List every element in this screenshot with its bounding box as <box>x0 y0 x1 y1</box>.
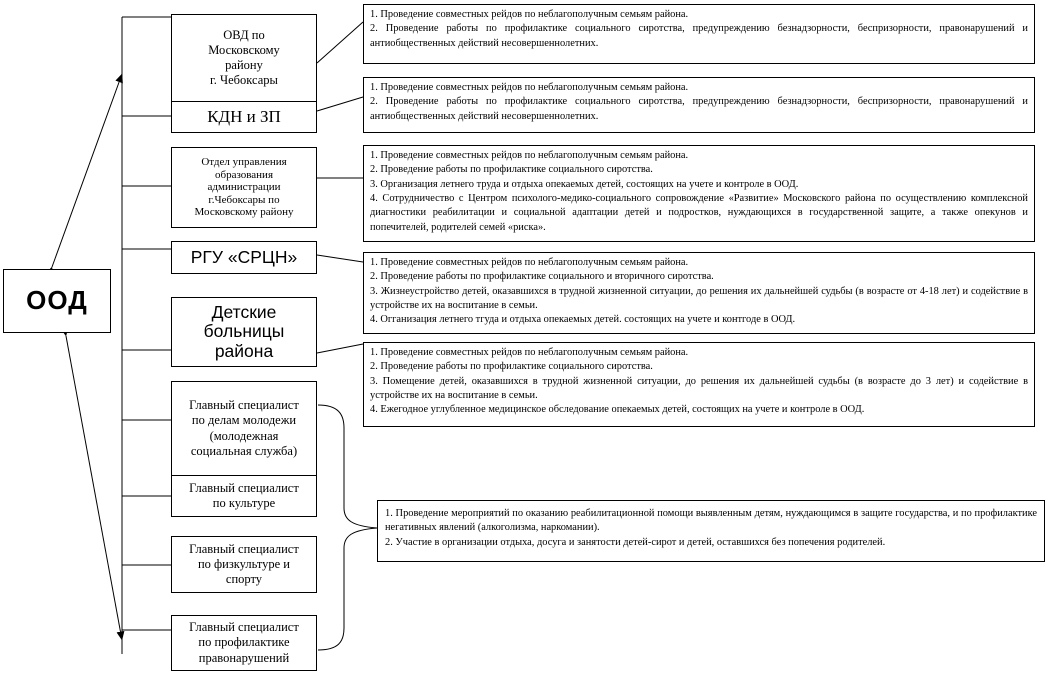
activity-srcn-item: 4. Огганизация летнего тгуда и отдыха опекаемых детей. состоящих на учете и контгоде в ООД. <box>370 314 796 326</box>
activity-obr-item: 4. Сотрудничество с Центром психолого-медико-социального сопровождение «Развитие» Московского района по осуществлению комплексной диагностики реабилитации и социальной адаптации детей и подростков, нуждающихся в государственной защите, а также опекунов и попечителей, родителей семей «риска». <box>370 193 1028 233</box>
org-obr-label: Отдел управления образования администрации г.Чебоксары по Московскому району <box>194 155 294 219</box>
specialists-brace <box>318 405 377 650</box>
activity-bolnicy <box>363 342 1035 427</box>
org-kdn <box>171 101 317 133</box>
org-srcn-label: РГУ «СРЦН» <box>190 246 298 267</box>
link-bolnicy <box>317 344 363 353</box>
activity-specialists <box>377 500 1045 562</box>
activity-kdn-item: 2. Проведение работы по профилактике социального сиротства, предупреждению безнадзорности, беспризорности, правонарушений и антиобщественных действий несовершеннолетних. <box>370 96 1028 122</box>
activity-srcn-item: 2. Проведение работы по профилактике социального и вторичного сиротства. <box>370 271 714 283</box>
org-kultura-label: Главный специалист по культуре <box>189 480 299 510</box>
activity-obr <box>363 145 1035 242</box>
org-molodezh <box>171 381 317 476</box>
org-pravo <box>171 615 317 671</box>
activity-ovd-item: 1. Проведение совместных рейдов по неблагополучным семьям района. <box>370 9 689 20</box>
activity-srcn <box>363 252 1035 334</box>
activity-bolnicy-item: 2. Проведение работы по профилактике социального сиротства. <box>370 361 653 373</box>
org-kultura <box>171 475 317 517</box>
activity-kdn-item: 1. Проведение совместных рейдов по неблагополучным семьям района. <box>370 82 689 93</box>
org-kdn-label: КДН и ЗП <box>207 106 281 126</box>
activity-srcn-item: 1. Проведение совместных рейдов по неблагополучным семьям района. <box>370 257 689 268</box>
org-sport <box>171 536 317 593</box>
activity-srcn-item: 3. Жизнеустройство детей, оказавшихся в трудной жизненной ситуации, до решения их дальнейшей судьбы (в возрасте от 4-18 лет) и содействие в устройстве их на воспитание в семьи. <box>370 285 1028 312</box>
activity-bolnicy-item: 3. Помещение детей, оказавшихся в трудной жизненной ситуации, до решения их дальнейшей судьбы (в возрасте до 3 лет) и содействие в устройстве их на воспитание в семьи. <box>370 375 1028 402</box>
org-molodezh-label: Главный специалист по делам молодежи (молодежная социальная служба) <box>189 398 299 458</box>
activity-bolnicy-item: 1. Проведение совместных рейдов по неблагополучным семьям района. <box>370 347 689 358</box>
org-pravo-label: Главный специалист по профилактике правонарушений <box>189 620 299 665</box>
org-bolnicy-label: Детские больницы района <box>203 302 285 361</box>
ood-label: ООД <box>26 285 88 316</box>
link-kdn <box>317 97 363 111</box>
activity-ovd-item: 2. Проведение работы по профилактике социального сиротства, предупреждению безнадзорности, беспризорности, правонарушений и антиобщественных действий несовершеннолетних. <box>370 23 1028 49</box>
org-ovd-label: ОВД по Московскому району г. Чебоксары <box>208 27 280 88</box>
arrow-ood-bottom <box>66 336 122 640</box>
link-ovd <box>317 22 363 63</box>
org-bolnicy <box>171 297 317 367</box>
org-sport-label: Главный специалист по физкультуре и спорту <box>189 541 299 587</box>
activity-specialists-item: 1. Проведение мероприятий по оказанию реабилитационной помощи выявленным детям, нуждающимся в защите государства, и по профилактике негативных явлений (алкоголизма, наркомании). <box>385 508 1037 534</box>
link-srcn <box>317 255 363 262</box>
activity-bolnicy-item: 4. Ежегодное углубленное медицинское обследование опекаемых детей, состоящих на учете и контроле в ООД. <box>370 404 865 416</box>
activity-obr-item: 3. Организация летнего труда и отдыха опекаемых детей, состоящих на учете и контроле в ООД. <box>370 178 799 190</box>
ood-node <box>3 269 111 333</box>
arrow-ood-top <box>52 74 122 267</box>
activity-ovd <box>363 4 1035 64</box>
activity-obr-item: 2. Проведение работы по профилактике социального сиротства. <box>370 164 653 176</box>
org-srcn <box>171 241 317 274</box>
activity-specialists-item: 2. Участие в организации отдыха, досуга и занятости детей-сирот и детей, оставшихся без попечения родителей. <box>385 536 886 548</box>
activity-kdn <box>363 77 1035 133</box>
activity-obr-item: 1. Проведение совместных рейдов по неблагополучным семьям района. <box>370 150 689 161</box>
org-ovd <box>171 14 317 102</box>
org-obr <box>171 147 317 228</box>
